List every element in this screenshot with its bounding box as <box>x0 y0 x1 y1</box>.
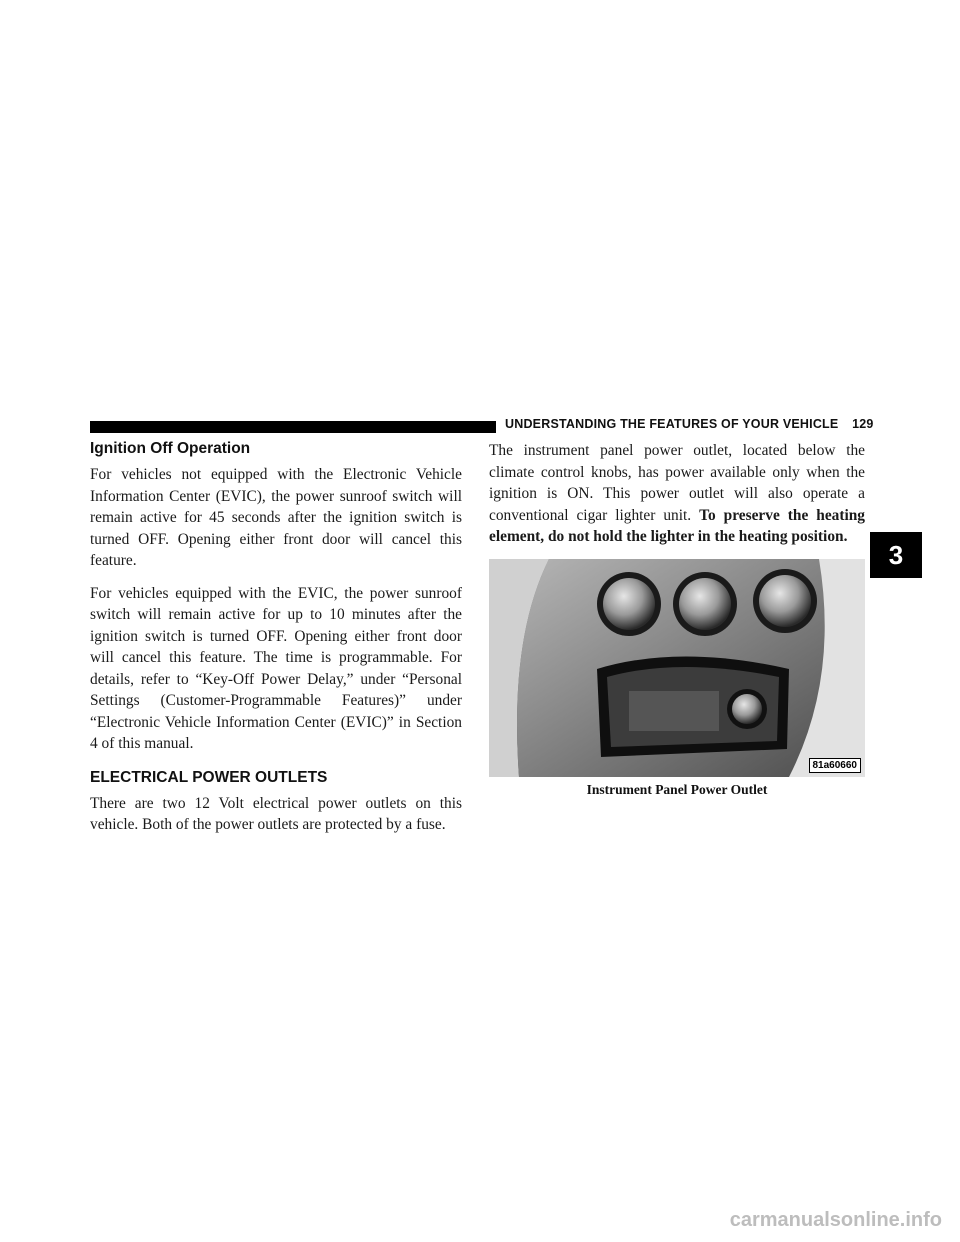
warning-text: To preserve the heating element, do not hold the lighter in the heating position. <box>489 506 865 545</box>
section-tab: 3 <box>870 532 922 578</box>
page-number: 129 <box>852 417 874 431</box>
watermark: carmanualsonline.info <box>729 1209 942 1231</box>
power-outlet-icon <box>732 694 762 724</box>
paragraph: For vehicles equipped with the EVIC, the power sunroof switch will remain active for up to 10 minutes after the ignition switch is turned OFF. Opening either front door will cancel this feature. The time is programmable. For details, refer to “Key-Off Power Delay,” under “Personal Settings (Customer-Programmable Features)” under “Electronic Vehicle Information Center (EVIC)” in Section 4 of this manual. <box>90 584 462 752</box>
fan-knob-icon <box>603 578 655 630</box>
power-outlet-illustration <box>489 559 865 777</box>
right-column <box>489 440 865 798</box>
temperature-knob-icon <box>759 575 811 627</box>
header-rule <box>90 421 496 433</box>
figure-caption: Instrument Panel Power Outlet <box>586 781 768 797</box>
power-outlet-figure <box>489 559 865 777</box>
mode-knob-icon <box>679 578 731 630</box>
header-title: UNDERSTANDING THE FEATURES OF YOUR VEHICLE <box>505 417 839 431</box>
section-heading: Ignition Off Operation <box>90 440 251 457</box>
paragraph-text: The instrument panel power outlet, located below the climate control knobs, has power available only when the ignition is ON. This power outlet will also operate a conventional cigar lighter unit. <box>489 442 865 524</box>
paragraph: There are two 12 Volt electrical power outlets on this vehicle. Both of the power outlets are protected by a fuse. <box>90 794 462 833</box>
left-column <box>90 440 462 847</box>
paragraph <box>489 440 865 548</box>
paragraph: For vehicles not equipped with the Electronic Vehicle Information Center (EVIC), the power sunroof switch will remain active for 45 seconds after the ignition switch is turned OFF. Opening either front door will cancel this feature. <box>90 466 462 569</box>
running-header <box>505 417 874 431</box>
section-heading: ELECTRICAL POWER OUTLETS <box>90 768 328 786</box>
figure-code: 81a60660 <box>809 758 862 773</box>
